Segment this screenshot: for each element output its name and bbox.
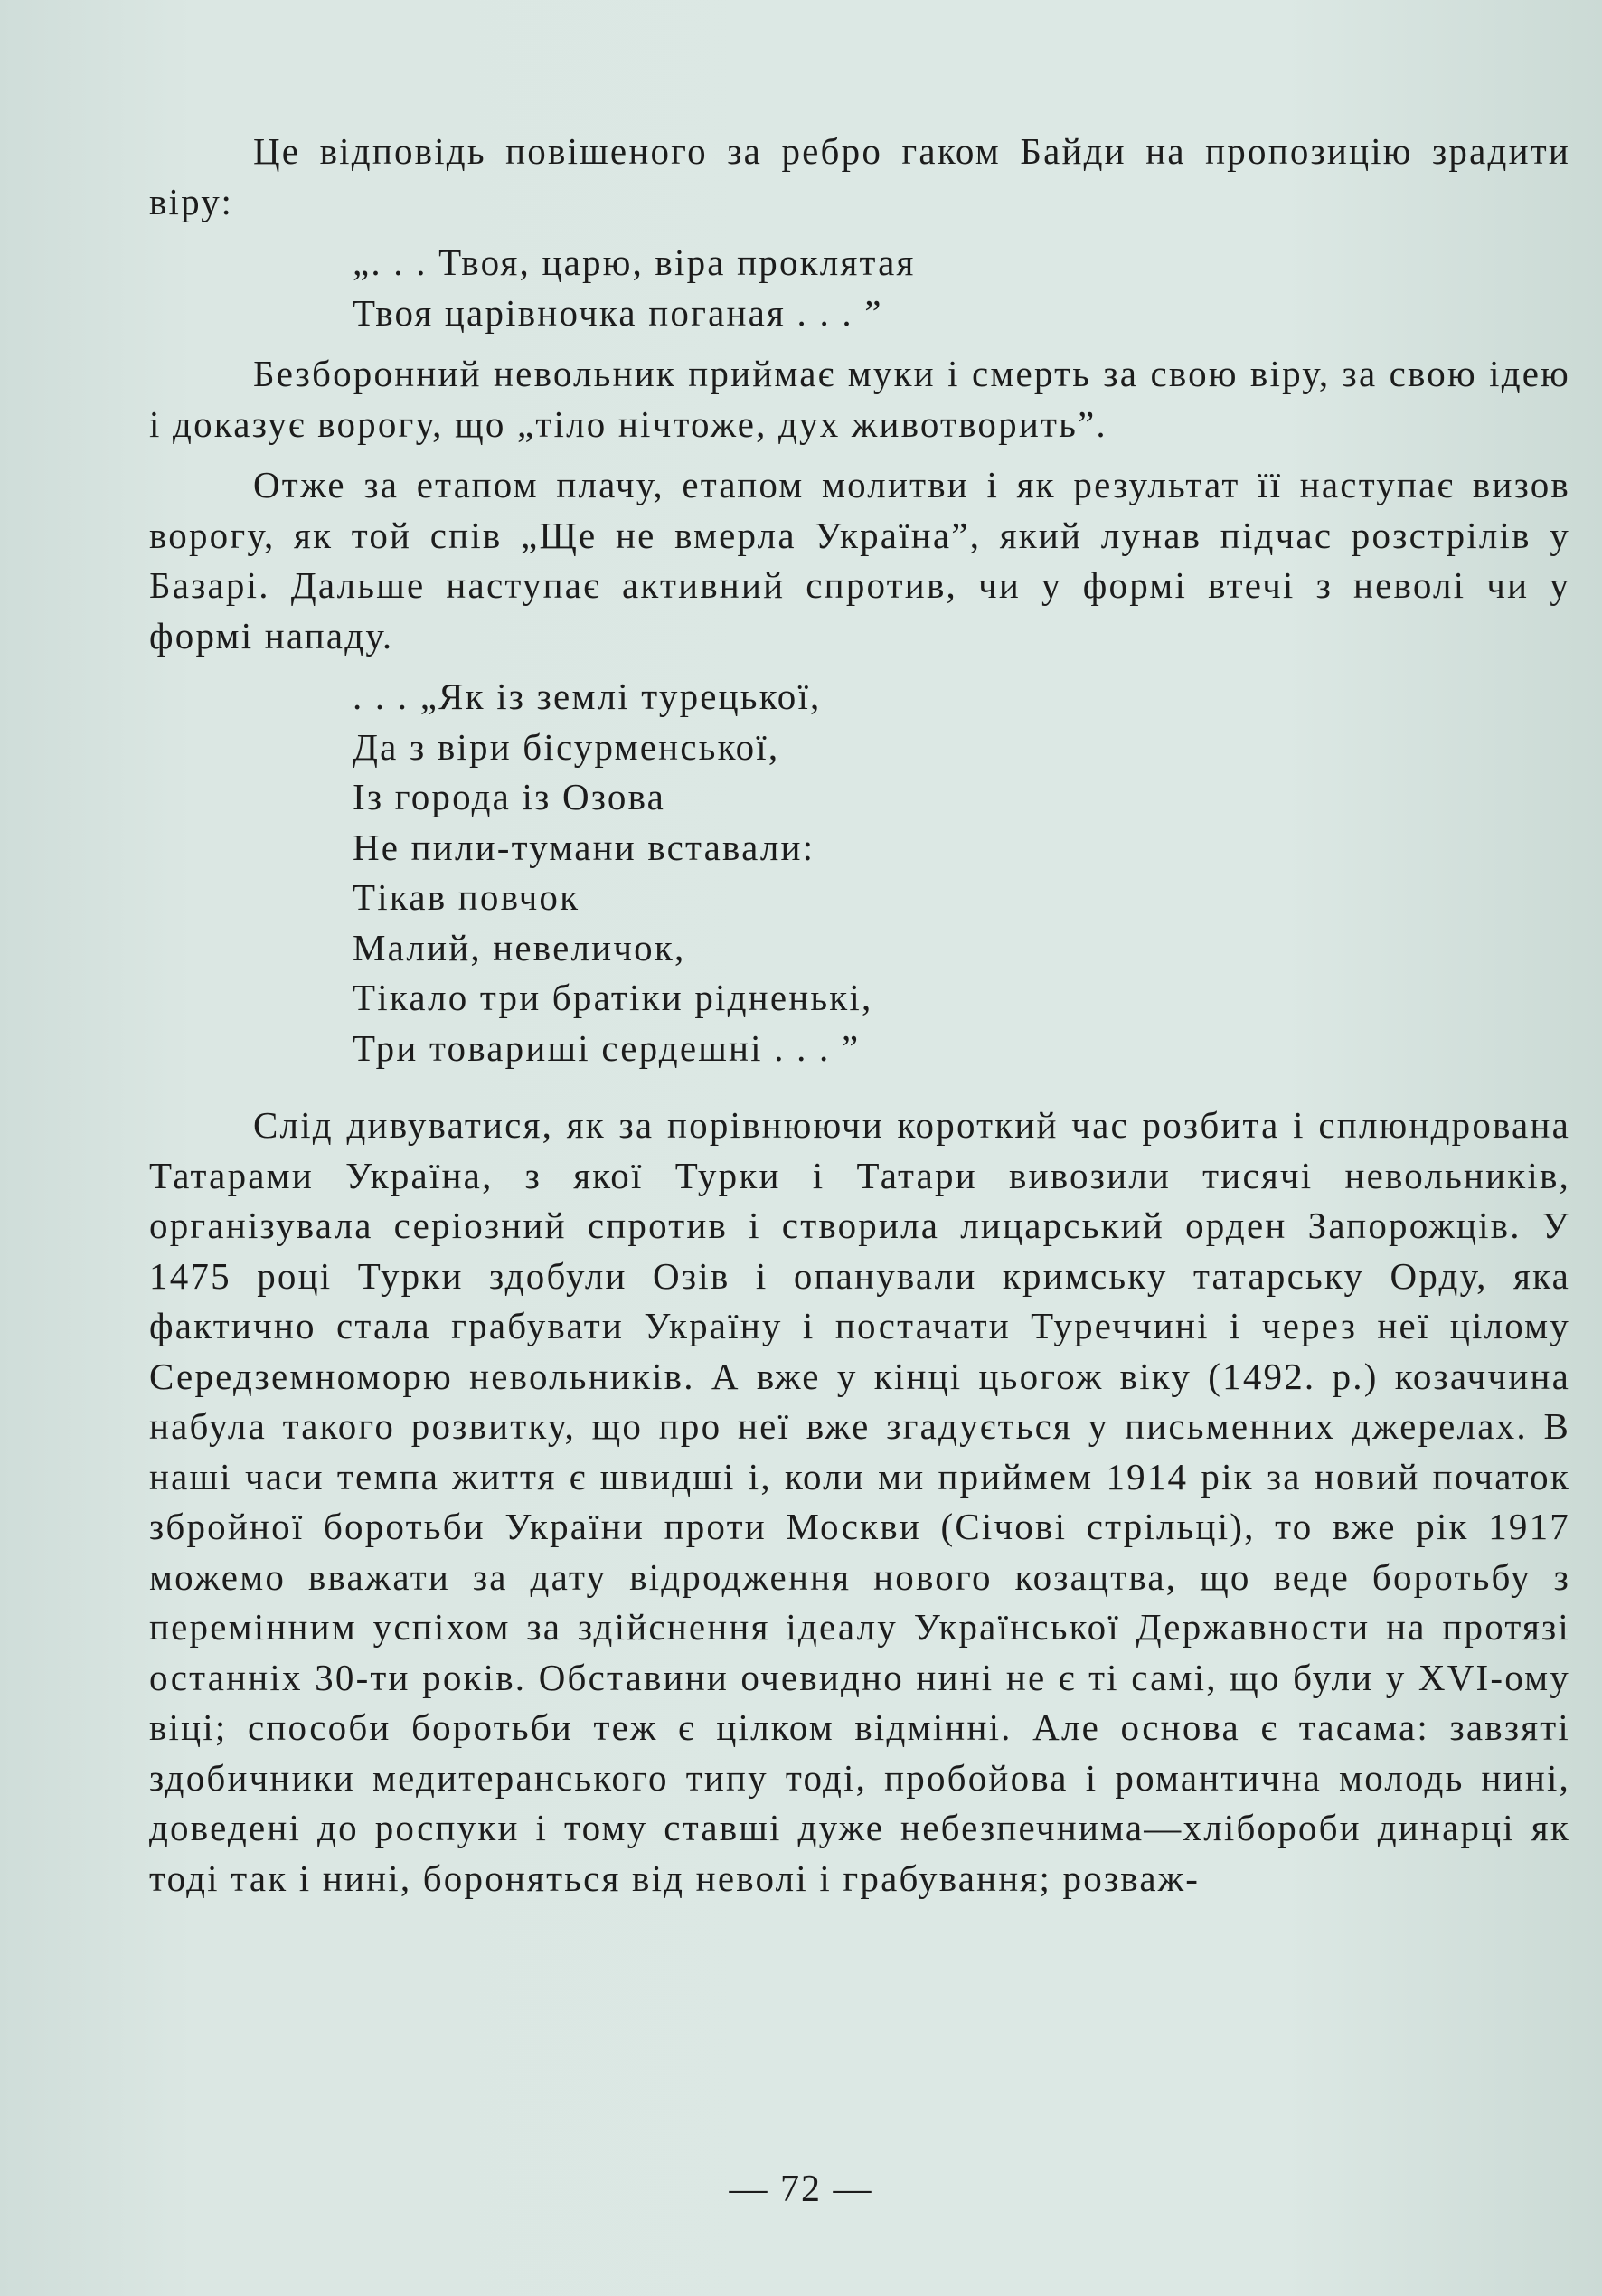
page-number: — 72 — [729, 2168, 873, 2210]
poem-line: Тікав повчок [353, 876, 580, 918]
poem-line: Не пили-тумани вставали: [353, 826, 815, 868]
poem-line: Із города із Озова [353, 776, 666, 817]
poem-quote-2 [353, 672, 1570, 1073]
paragraph-1: Це відповідь повішеного за ребро гаком Байди на пропозицію зрадити віру: [149, 130, 1570, 222]
paragraph-3: Отже за етапом плачу, етапом молитви і як результат її наступає визов ворогу, як той спів „Ще не вмерла Україна”, який лунав підчас розстрілів у Базарі. Дальше наступає активний спротив, чи у формі втечі з неволі чи у формі нападу. [149, 464, 1570, 657]
paragraph-2: Безборонний невольник приймає муки і смерть за свою віру, за свою ідею і доказує ворогу, що „тіло нічтоже, дух животворить”. [149, 353, 1570, 445]
poem-line: Малий, невеличок, [353, 926, 686, 968]
poem-quote-1 [353, 238, 1570, 338]
page-body [149, 127, 1570, 1904]
poem-line: Да з віри бісурменської, [353, 725, 780, 768]
poem-line: Три товариші сердешні . . . ” [353, 1026, 861, 1069]
paragraph-4: Слід дивуватися, як за порівнюючи короткий час розбита і сплюндрована Татарами Україна, з якої Турки і Татари вивозили тисячі невольників, організувала серіозний спротив і створила лицарський орден Запорожців. У 1475 році Турки здобули Озів і опанували кримську татарську Орду, яка фактично стала грабувати Україну і постачати Туреччині і через неї цілому Середземноморю невольників. А вже у кінці цьогож віку (1492. р.) козаччина набула такого розвитку, що про неї вже згадується у письменних джерелах. В наші часи темпа життя є швидші і, коли ми приймем 1914 рік за новий початок збройної боротьби України проти Москви (Січові стрільці), то вже рік 1917 можемо вважати за дату відродження нового козацтва, що веде боротьбу з перемінним успіхом за здійснення ідеалу Української Державности на протязі останніх 30-ти років. Обставини очевидно нині не є ті самі, що були у XVI-ому віці; способи боротьби теж є цілком відмінні. Але основа є тасама: завзяті здобичники медитеранського типу тоді, пробойова і романтична молодь нині, доведені до роспуки і тому ставші дуже небезпечнима—хлібороби динарці як тоді так і нині, бороняться від неволі і грабування; розваж- [149, 1104, 1570, 1899]
poem-line: „. . . Твоя, царю, віра проклятая [353, 241, 916, 283]
poem-line: Твоя царівночка поганая . . . ” [353, 291, 883, 334]
poem-line: . . . „Як із землі турецької, [353, 676, 822, 717]
poem-line: Тікало три братіки рідненькі, [353, 977, 873, 1018]
